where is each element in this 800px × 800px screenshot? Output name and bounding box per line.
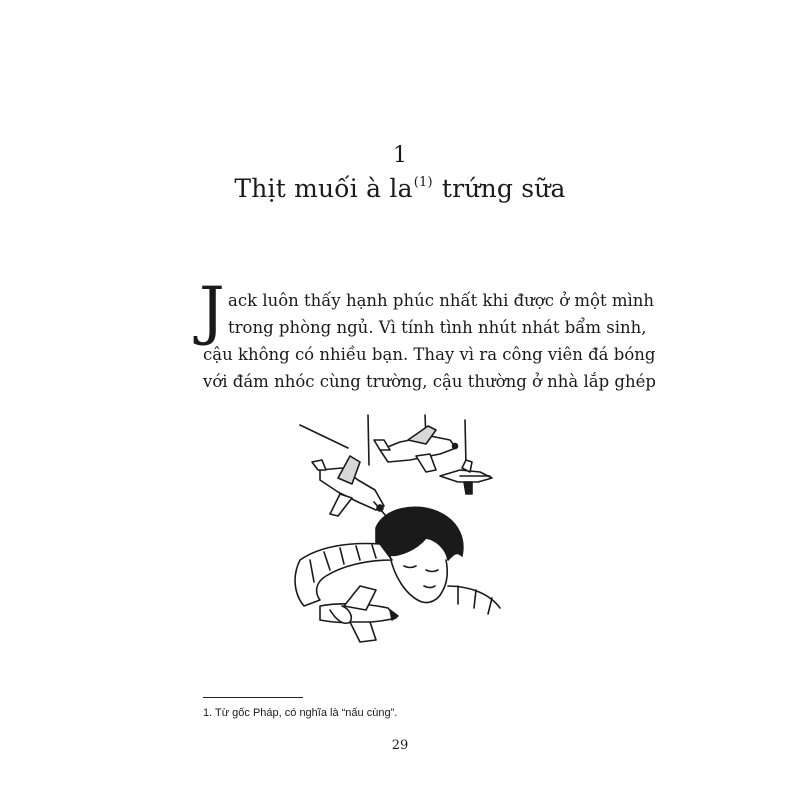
body-line: ack luôn thấy hạnh phúc nhất khi được ở một mình: [228, 291, 655, 310]
boy-with-airplanes-illustration: [280, 410, 520, 660]
hanging-string: [368, 415, 369, 465]
footnote: 1. Từ gốc Pháp, có nghĩa là “nấu cùng”.: [203, 707, 398, 719]
model-airplane: [374, 426, 458, 472]
footnote-divider: [203, 697, 303, 698]
chapter-title: [0, 174, 800, 203]
model-airplane: [440, 460, 492, 494]
model-airplane: [312, 456, 386, 516]
footnote-marker: (1): [413, 175, 433, 190]
body-line: với đám nhóc cùng trường, cậu thường ở nhà lắp ghép: [203, 372, 656, 391]
boy-face: [390, 556, 447, 603]
chapter-title-end: trứng sữa: [433, 174, 566, 203]
hanging-string: [465, 420, 466, 465]
chapter-number: 1: [393, 143, 407, 168]
body-line: trong phòng ngủ. Vì tính tình nhút nhát bẩm sinh,: [228, 318, 647, 337]
body-line: cậu không có nhiều bạn. Thay vì ra công viên đá bóng: [203, 345, 656, 364]
page-number: 29: [391, 738, 409, 753]
hanging-string: [300, 425, 348, 448]
drop-cap: J: [199, 274, 225, 348]
chapter-title-start: Thịt muối à la: [234, 174, 413, 203]
boy-hair: [376, 507, 463, 560]
